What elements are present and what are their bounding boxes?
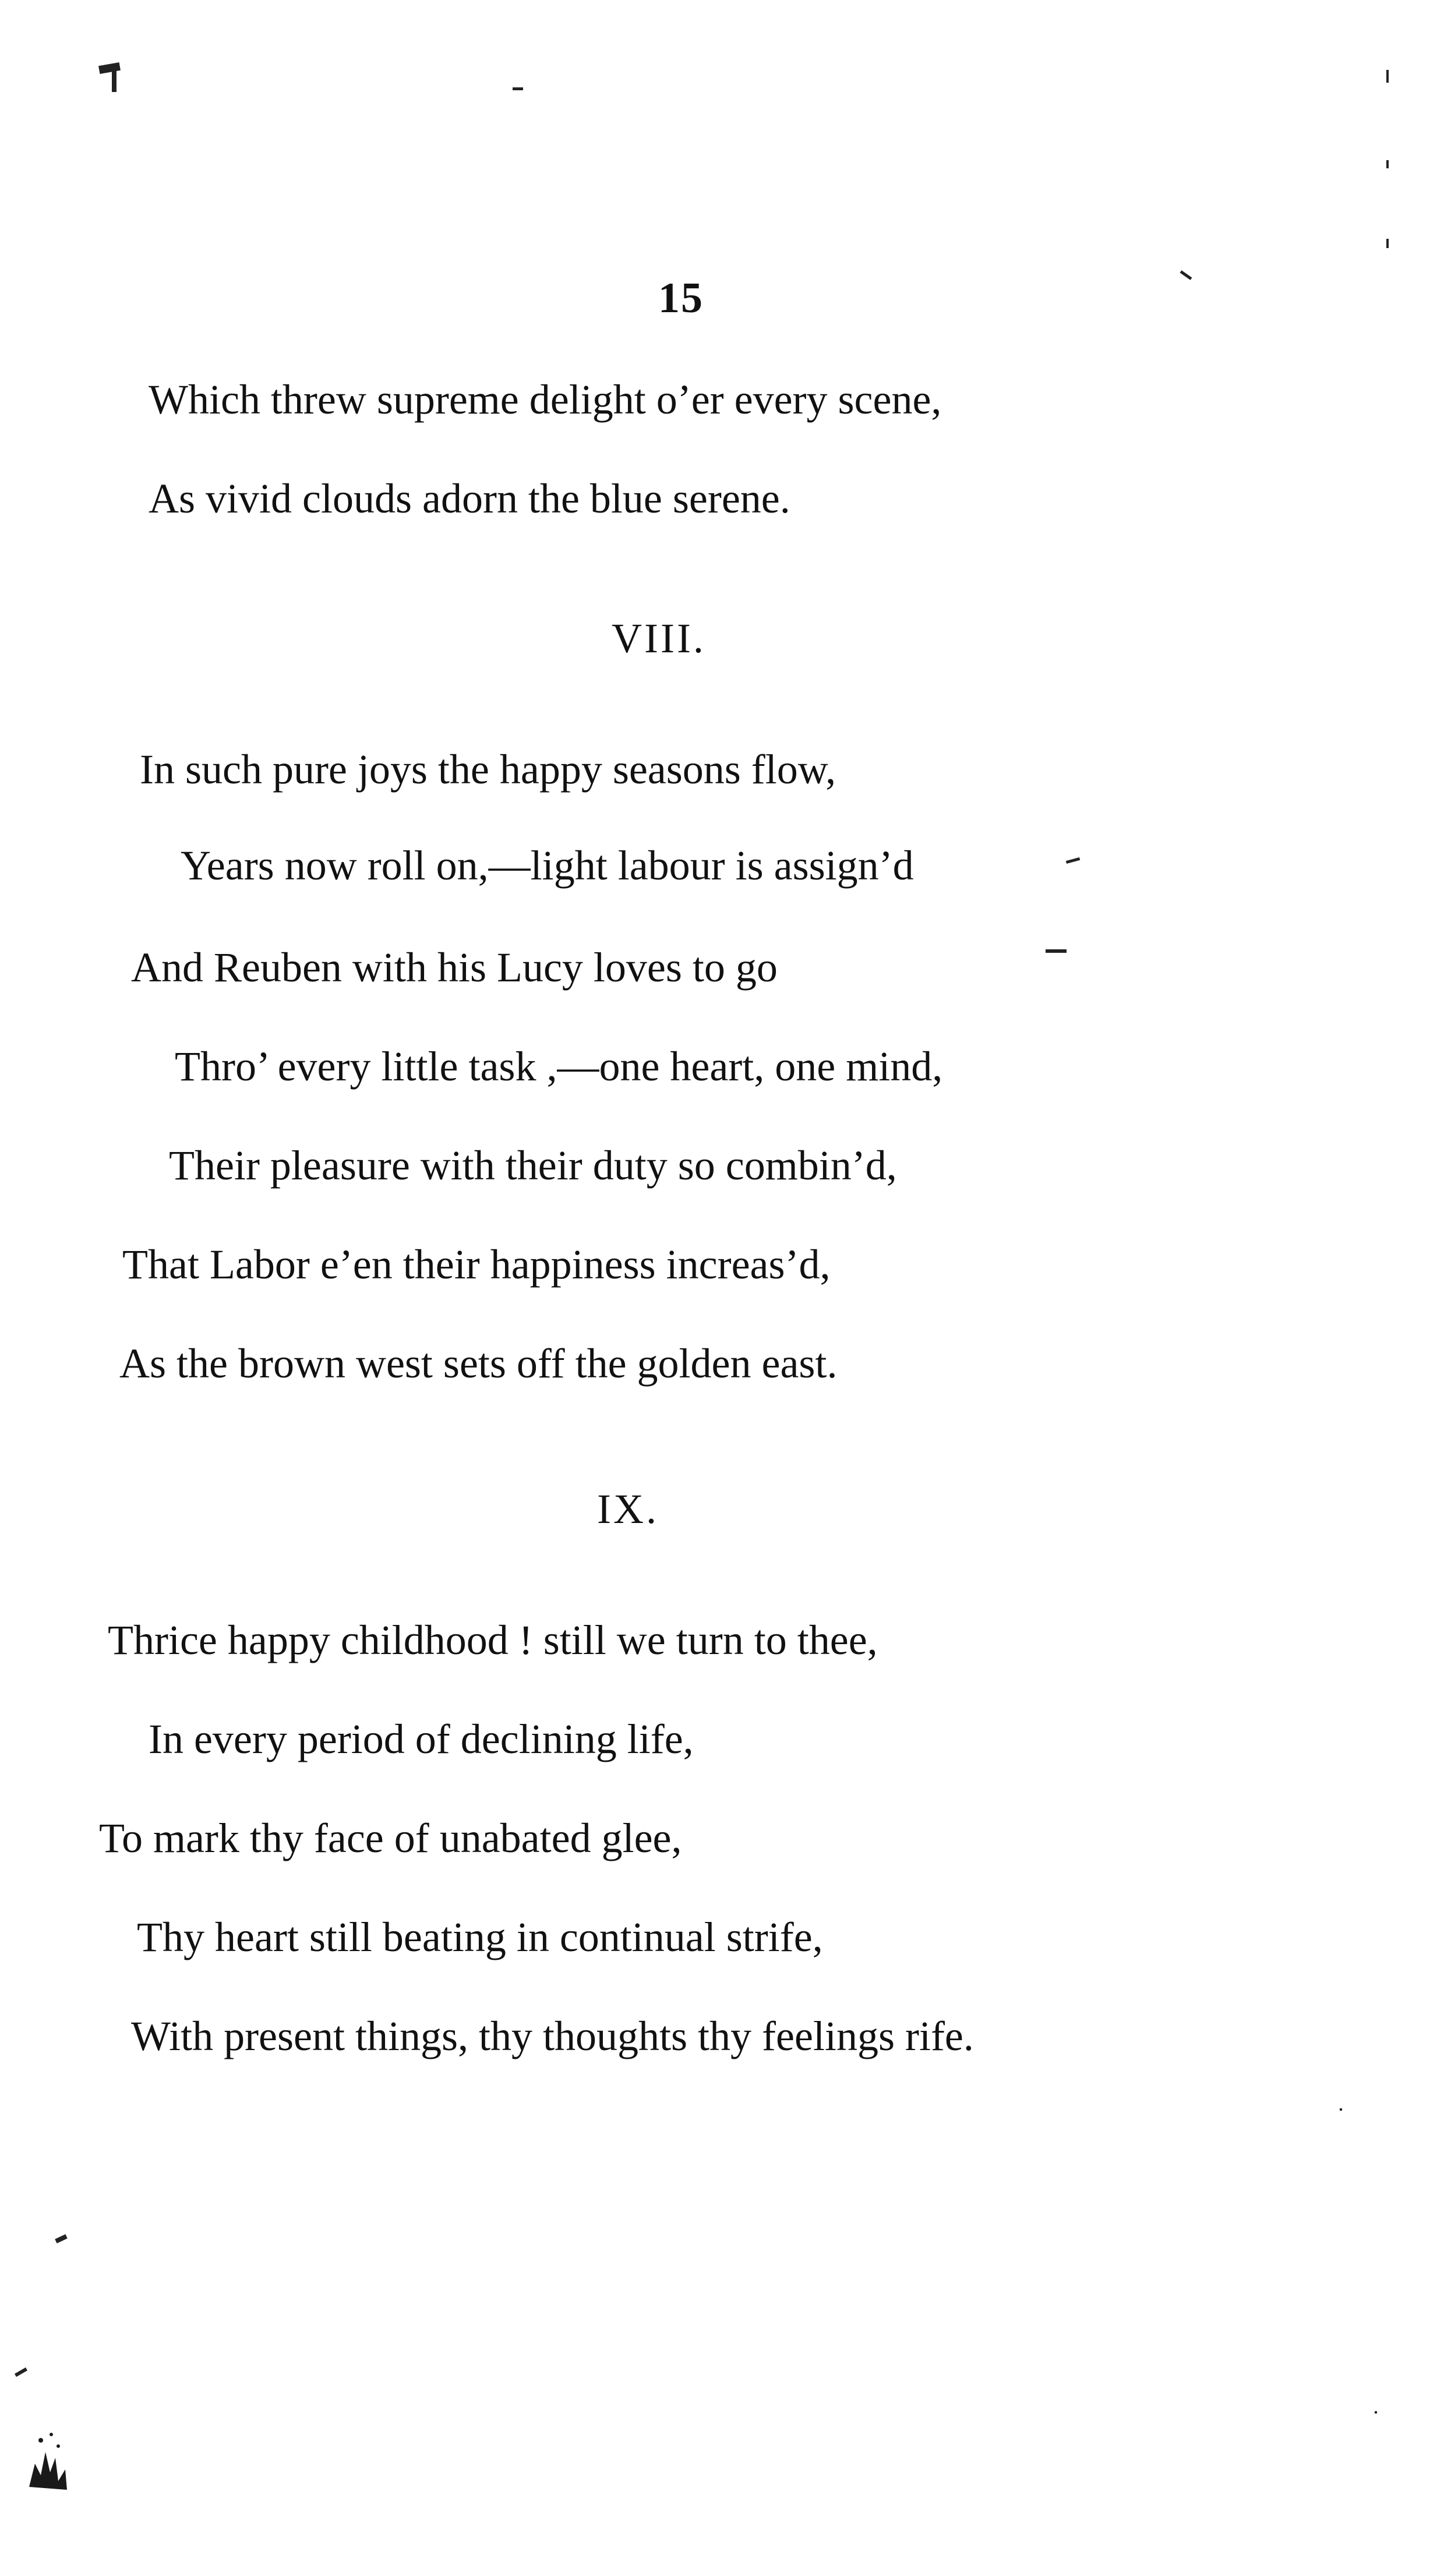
poem-line: As vivid clouds adorn the blue serene. (149, 475, 790, 522)
poem-line: As the brown west sets off the golden east. (119, 1340, 838, 1387)
scan-speck (55, 2234, 68, 2243)
scan-speck (513, 87, 523, 90)
scan-speck (1180, 270, 1192, 280)
scan-speck (112, 69, 116, 92)
scan-speck (15, 2367, 27, 2377)
poem-line: Thro’ every little task ,—one heart, one mind, (175, 1043, 943, 1090)
page-number: 15 (658, 274, 704, 322)
poem-line: Thy heart still beating in continual strife, (137, 1914, 823, 1960)
scan-speck (1046, 949, 1067, 953)
poem-line: In such pure joys the happy seasons flow, (140, 746, 836, 793)
scan-speck (1340, 2108, 1342, 2111)
ink-blot (23, 2423, 70, 2493)
scan-speck (1386, 160, 1389, 168)
poem-line: And Reuben with his Lucy loves to go (131, 944, 778, 991)
poem-line: Their pleasure with their duty so combin’d, (169, 1142, 897, 1189)
stanza-heading: VIII. (612, 615, 706, 662)
scan-speck (1386, 70, 1389, 83)
stanza-heading: IX. (597, 1486, 659, 1532)
poem-line: With present things, thy thoughts thy feelings rife. (131, 2013, 974, 2059)
scan-speck (1386, 239, 1389, 248)
scan-speck (1066, 857, 1080, 864)
poem-line: In every period of declining life, (149, 1716, 694, 1762)
poem-line: Years now roll on,—light labour is assign’d (181, 842, 914, 889)
poem-line: Which threw supreme delight o’er every scene, (149, 376, 942, 423)
scan-speck (1375, 2411, 1377, 2414)
poem-line: Thrice happy childhood ! still we turn to thee, (108, 1617, 878, 1663)
scan-speck (98, 62, 121, 74)
poem-line: To mark thy face of unabated glee, (99, 1815, 682, 1861)
poem-line: That Labor e’en their happiness increas’d, (122, 1241, 831, 1288)
